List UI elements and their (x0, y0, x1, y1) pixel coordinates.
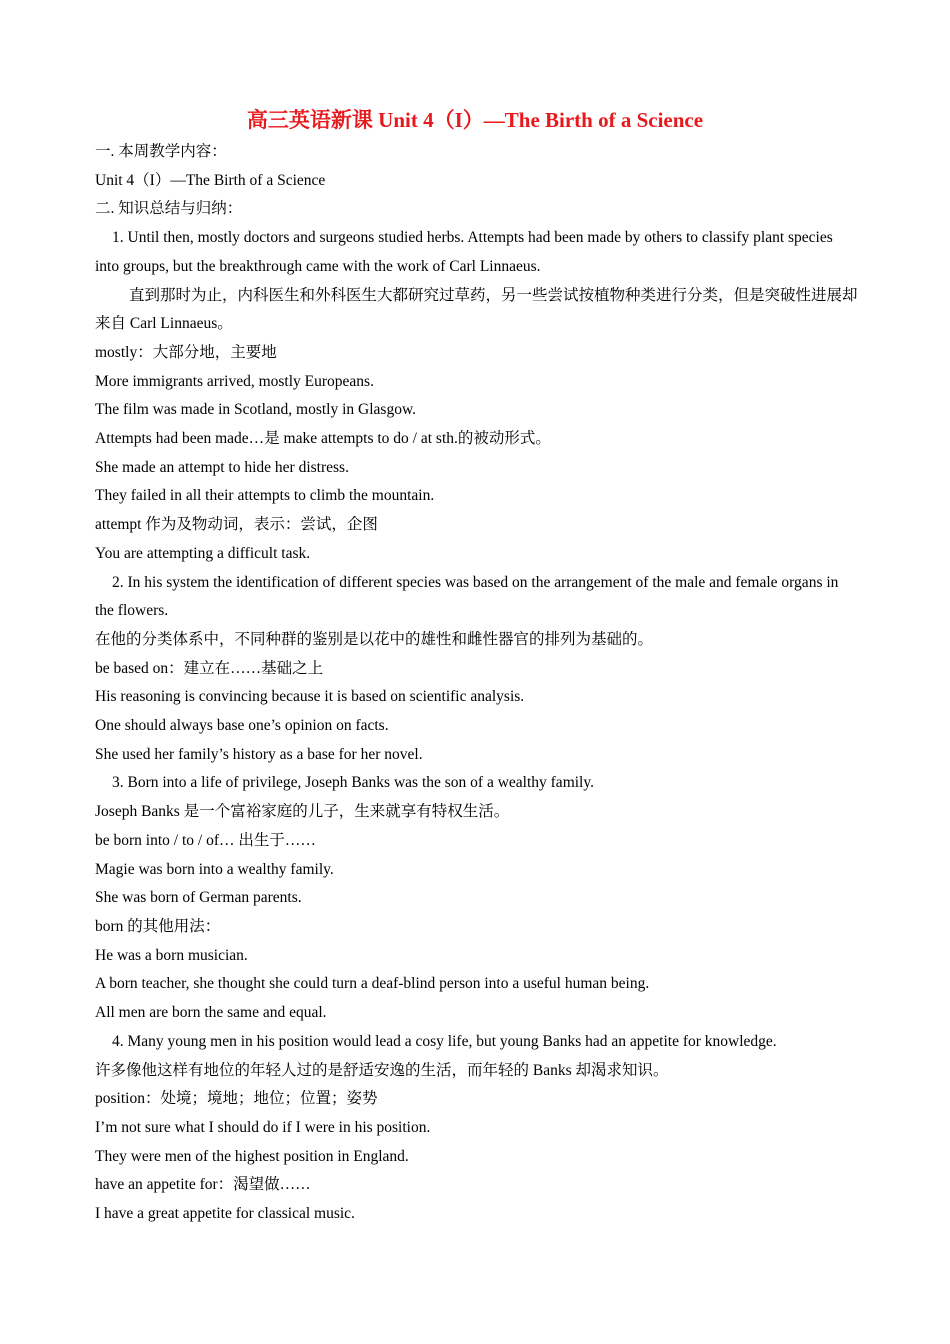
text-line: The film was made in Scotland, mostly in Glasgow. (95, 401, 417, 419)
text-line: More immigrants arrived, mostly Europeans. (95, 372, 374, 390)
text-line: Joseph Banks 是一个富裕家庭的儿子，生来就享有特权生活。 (95, 803, 510, 821)
text-line: One should always base one’s opinion on facts. (95, 717, 389, 735)
text-line: born 的其他用法： (95, 917, 221, 935)
text-line: They were men of the highest position in England. (95, 1147, 409, 1165)
text-line: 3. Born into a life of privilege, Joseph Banks was the son of a wealthy family. (112, 774, 594, 792)
text-line: 2. In his system the identification of different species was based on the arrangement of the male and female organs in the flowers. (95, 573, 839, 620)
text-line: attempt 作为及物动词，表示：尝试，企图 (95, 516, 378, 534)
text-line: You are attempting a difficult task. (95, 544, 311, 562)
text-line: Attempts had been made…是 make attempts to do / at sth.的被动形式。 (95, 430, 551, 448)
document-body (95, 138, 858, 1229)
text-line: position：处境；境地；地位；位置；姿势 (95, 1090, 378, 1108)
text-line: 1. Until then, mostly doctors and surgeons studied herbs. Attempts had been made by others to classify plant species into groups, but the breakthrough came with the work of Carl Linnaeus. (95, 229, 833, 275)
text-line: Unit 4（I）—The Birth of a Science (95, 171, 326, 189)
text-line: She made an attempt to hide her distress. (95, 458, 349, 476)
text-line: 一. 本周教学内容： (95, 143, 227, 160)
text-line: Magie was born into a wealthy family. (95, 860, 334, 878)
text-line: His reasoning is convincing because it is based on scientific analysis. (95, 688, 525, 706)
text-line: 二. 知识总结与归纳： (95, 200, 243, 218)
text-line: I’m not sure what I should do if I were in his position. (95, 1118, 431, 1136)
text-line: mostly：大部分地，主要地 (95, 343, 277, 361)
text-line: He was a born musician. (95, 946, 248, 964)
text-line: She used her family’s history as a base for her novel. (95, 745, 423, 763)
text-line: 许多像他这样有地位的年轻人过的是舒适安逸的生活，而年轻的 Banks 却渴求知识。 (95, 1061, 669, 1079)
text-line: 直到那时为止，内科医生和外科医生大都研究过草药，另一些尝试按植物种类进行分类，但是突破性进展却来自 Carl Linnaeus。 (95, 286, 858, 333)
text-line: have an appetite for：渴望做…… (95, 1176, 311, 1194)
text-line: They failed in all their attempts to climb the mountain. (95, 487, 435, 505)
text-line: I have a great appetite for classical music. (95, 1205, 355, 1223)
text-line: 在他的分类体系中，不同种群的鉴别是以花中的雄性和雌性器官的排列为基础的。 (95, 630, 654, 648)
text-line: be based on：建立在……基础之上 (95, 659, 324, 677)
document-title: 高三英语新课 Unit 4（I）—The Birth of a Science (246, 108, 704, 132)
text-line: All men are born the same and equal. (95, 1004, 327, 1022)
text-line: 4. Many young men in his position would lead a cosy life, but young Banks had an appetite for knowledge. (112, 1032, 777, 1050)
text-line: be born into / to / of… 出生于…… (95, 831, 316, 849)
text-line: She was born of German parents. (95, 889, 302, 907)
text-line: A born teacher, she thought she could turn a deaf-blind person into a useful human being. (95, 975, 650, 993)
